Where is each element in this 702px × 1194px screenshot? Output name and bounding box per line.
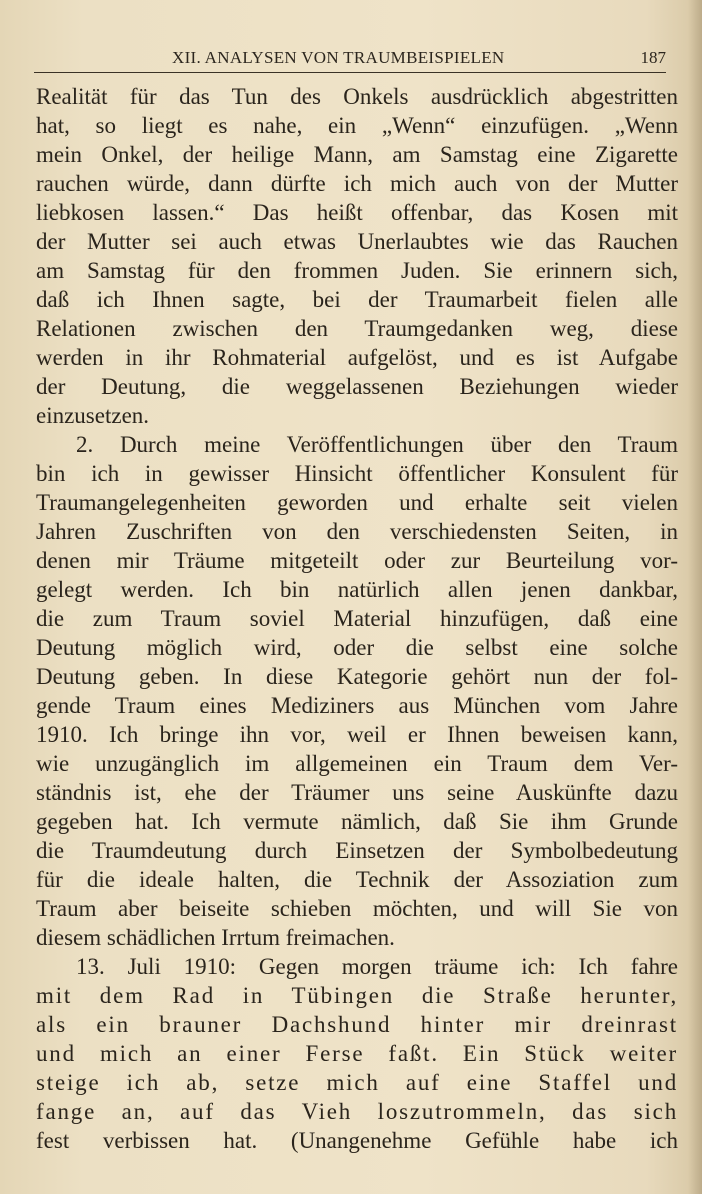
text-line: 1910. Ich bringe ihn vor, weil er Ihnen beweisen kann, [36, 722, 678, 747]
text-line: werden in ihr Rohmaterial aufgelöst, und es ist Aufgabe [36, 345, 678, 370]
page-header [34, 44, 666, 72]
text-line: hat, so liegt es nahe, ein „Wenn“ einzufügen. „Wenn [36, 113, 678, 138]
text-line: Traumangelegenheiten geworden und erhalte seit vielen [36, 490, 678, 515]
running-title: XII. ANALYSEN VON TRAUMBEISPIELEN [172, 48, 505, 67]
page-number: 187 [640, 48, 666, 67]
text-line: gende Traum eines Mediziners aus München vom Jahre [36, 693, 678, 718]
text-line: fange an, auf das Vieh loszutrommeln, das sich [36, 1099, 678, 1124]
text-line: gegeben hat. Ich vermute nämlich, daß Sie ihm Grunde [36, 809, 678, 834]
text-line: mein Onkel, der heilige Mann, am Samstag eine Zigarette [36, 142, 678, 167]
text-line: daß ich Ihnen sagte, bei der Traumarbeit fielen alle [36, 287, 678, 312]
text-line: bin ich in gewisser Hinsicht öffentlicher Konsulent für [36, 461, 678, 486]
text-line: am Samstag für den frommen Juden. Sie erinnern sich, [36, 258, 678, 283]
text-line: mit dem Rad in Tübingen die Straße herunter, [36, 983, 678, 1008]
paragraph [36, 430, 678, 952]
text-line: einzusetzen. [36, 403, 150, 428]
text-line: als ein brauner Dachshund hinter mir dreinrast [36, 1012, 678, 1037]
text-line: steige ich ab, setze mich auf eine Staffel und [36, 1070, 678, 1095]
text-line: der Deutung, die weggelassenen Beziehungen wieder [36, 374, 678, 399]
text-line: Jahren Zuschriften von den verschiedensten Seiten, in [36, 519, 678, 544]
text-line: und mich an einer Ferse faßt. Ein Stück weiter [36, 1041, 678, 1066]
text-line: rauchen würde, dann dürfte ich mich auch von der Mutter [36, 171, 678, 196]
text-line: wie unzugänglich im allgemeinen ein Traum dem Ver- [36, 751, 678, 776]
text-line: die Traumdeutung durch Einsetzen der Symbolbedeutung [36, 838, 678, 863]
text-line: liebkosen lassen.“ Das heißt offenbar, das Kosen mit [36, 200, 678, 225]
paragraph [36, 952, 678, 1155]
text-line: gelegt werden. Ich bin natürlich allen jenen dankbar, [36, 577, 678, 602]
text-line: Deutung möglich wird, oder die selbst eine solche [36, 635, 678, 660]
text-line: Realität für das Tun des Onkels ausdrücklich abgestritten [36, 84, 678, 109]
text-line: der Mutter sei auch etwas Unerlaubtes wie das Rauchen [36, 229, 678, 254]
paragraph [36, 82, 678, 430]
text-line: 2. Durch meine Veröffentlichungen über den Traum [76, 432, 678, 457]
text-line: ständnis ist, ehe der Träumer uns seine Auskünfte dazu [36, 780, 678, 805]
text-line: Traum aber beiseite schieben möchten, und will Sie von [36, 896, 678, 921]
text-line: 13. Juli 1910: Gegen morgen träume ich: Ich fahre [76, 954, 678, 979]
text-line: diesem schädlichen Irrtum freimachen. [36, 925, 395, 950]
text-line: fest verbissen hat. (Unangenehme Gefühle habe ich [36, 1128, 678, 1153]
text-line: Deutung geben. In diese Kategorie gehört nun der fol- [36, 664, 678, 689]
page-gutter-shadow [688, 0, 702, 1194]
text-line: für die ideale halten, die Technik der Assoziation zum [36, 867, 678, 892]
text-line: denen mir Träume mitgeteilt oder zur Beurteilung vor- [36, 548, 678, 573]
header-rule [34, 72, 666, 73]
text-line: Relationen zwischen den Traumgedanken weg, diese [36, 316, 678, 341]
text-line: die zum Traum soviel Material hinzufügen, daß eine [36, 606, 678, 631]
body-text [36, 82, 678, 1155]
